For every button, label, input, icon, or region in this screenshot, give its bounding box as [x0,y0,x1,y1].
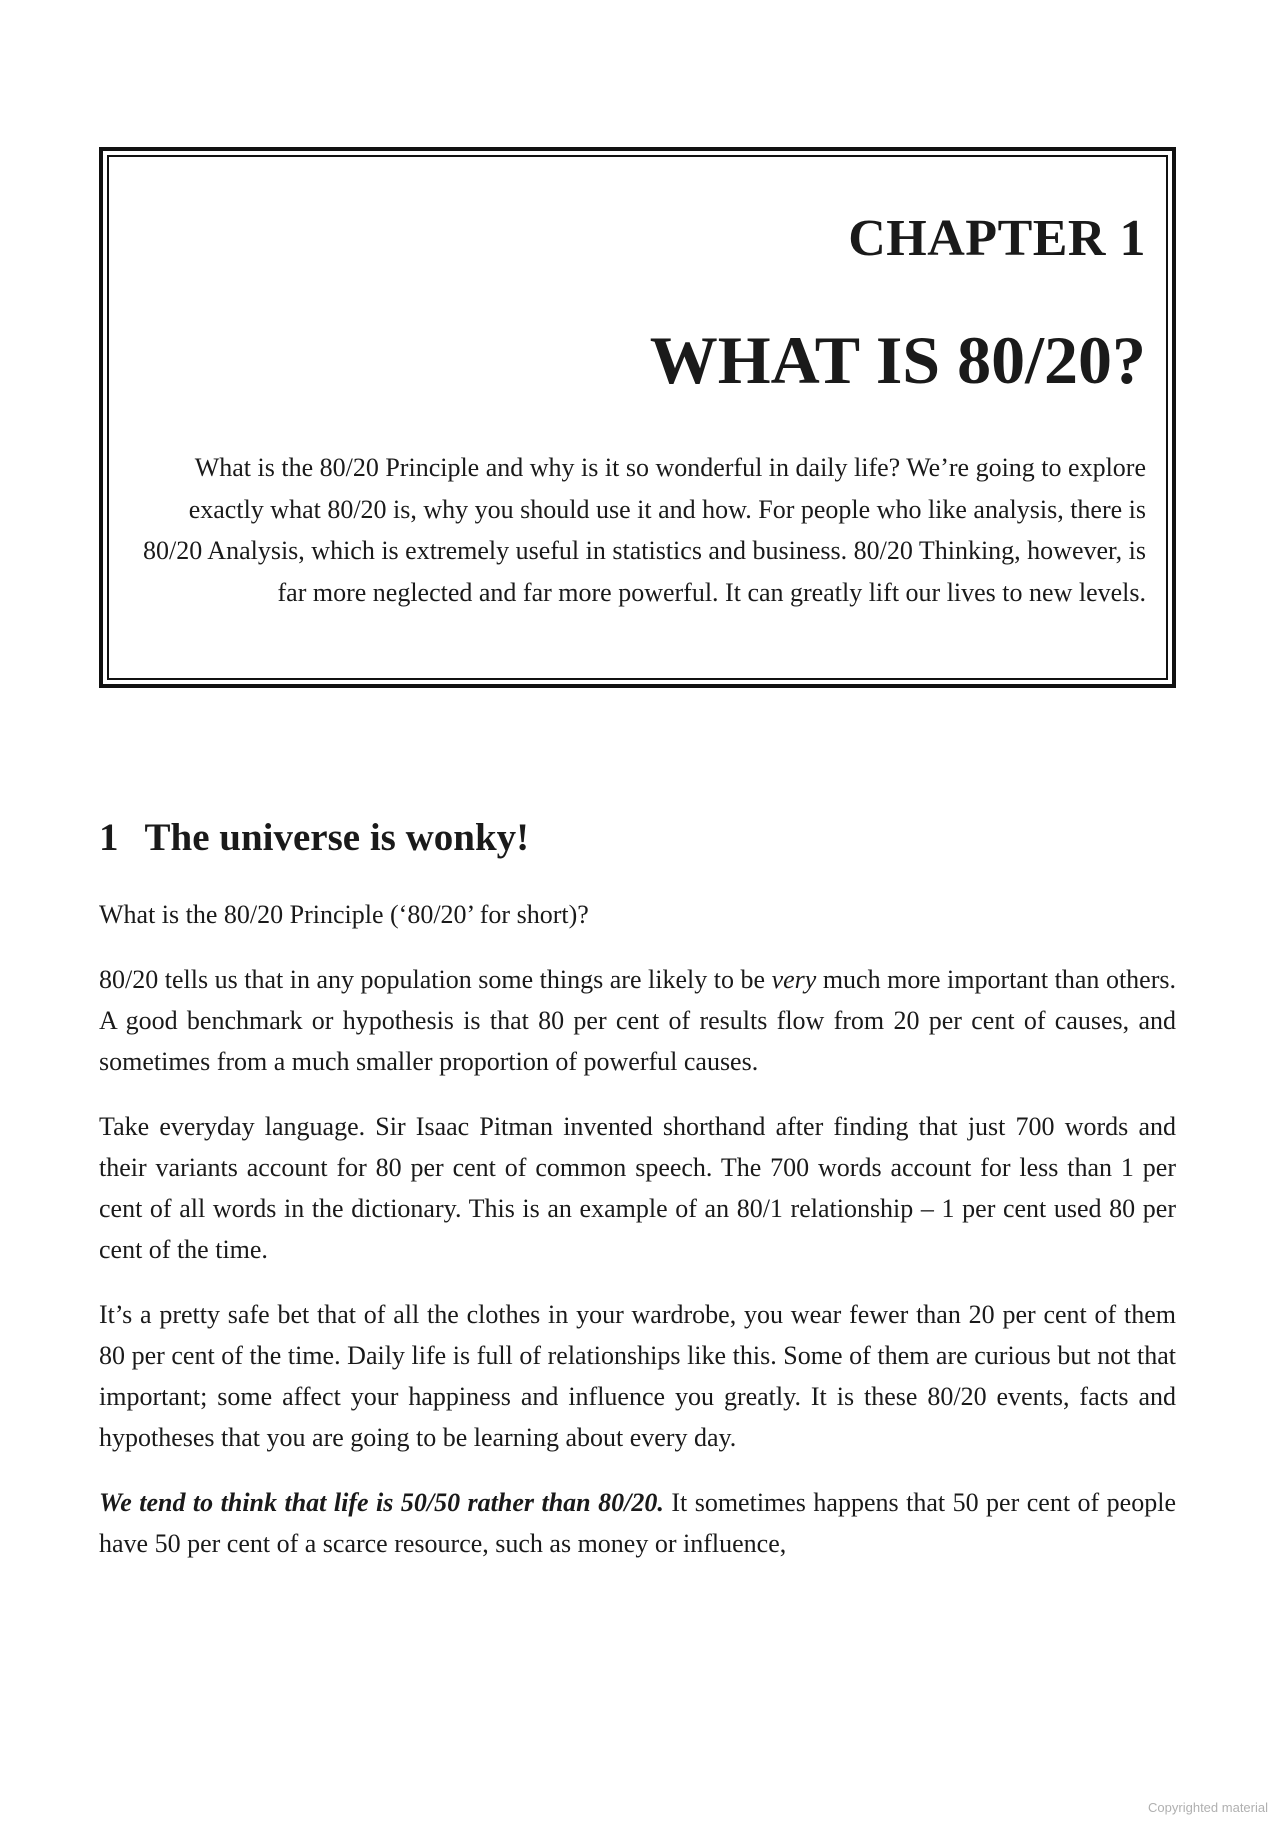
section-number: 1 [99,816,119,859]
paragraph: What is the 80/20 Principle (‘80/20’ for short)? [99,900,589,929]
paragraph: It’s a pretty safe bet that of all the clothes in your wardrobe, you wear fewer than 20 per cent of them 80 per cent of the time. Daily life is full of relationships like this. Some of them are curious but not that important; some affect your happiness and influence you greatly. It is these 80/20 events, facts and hypotheses that you are going to be learning about every day. [99,1300,1176,1452]
chapter-intro: What is the 80/20 Principle and why is it so wonderful in daily life? We’re going to explore exactly what 80/20 is, why you should use it and how. For people who like analysis, there is 80/20 Analysis, which is extremely useful in statistics and business. 80/20 Thinking, however, is far more neglected and far more powerful. It can greatly lift our lives to new levels. [143,453,1146,607]
copyright-watermark: Copyrighted material [1148,1800,1268,1815]
chapter-label: CHAPTER 1 [848,210,1146,267]
section-title: The universe is wonky! [144,816,530,859]
chapter-header-inner-border [107,155,1168,680]
paragraph [99,959,1176,1082]
body-text [99,894,1176,1588]
chapter-title: WHAT IS 80/20? [649,322,1146,398]
text: 80/20 tells us that in any population some things are likely to be [99,965,772,994]
paragraph: Take everyday language. Sir Isaac Pitman invented shorthand after finding that just 700 words and their variants account for 80 per cent of common speech. The 700 words account for less than 1 per cent of all words in the dictionary. This is an example of an 80/1 relationship – 1 per cent used 80 per cent of the time. [99,1112,1176,1264]
chapter-header-box [99,147,1176,688]
text: much more important than others. A good benchmark or hypothesis is that 80 per cent of results flow from 20 per cent of causes, and sometimes from a much smaller proportion of powerful causes. [99,965,1176,1076]
emphasis: very [771,965,817,994]
section-heading [99,815,529,860]
text: It sometimes happens that 50 per cent of people have 50 per cent of a scarce resource, such as money or influence, [99,1488,1176,1558]
paragraph [99,1482,1176,1564]
bold-emphasis: We tend to think that life is 50/50 rather than 80/20. [99,1488,664,1517]
